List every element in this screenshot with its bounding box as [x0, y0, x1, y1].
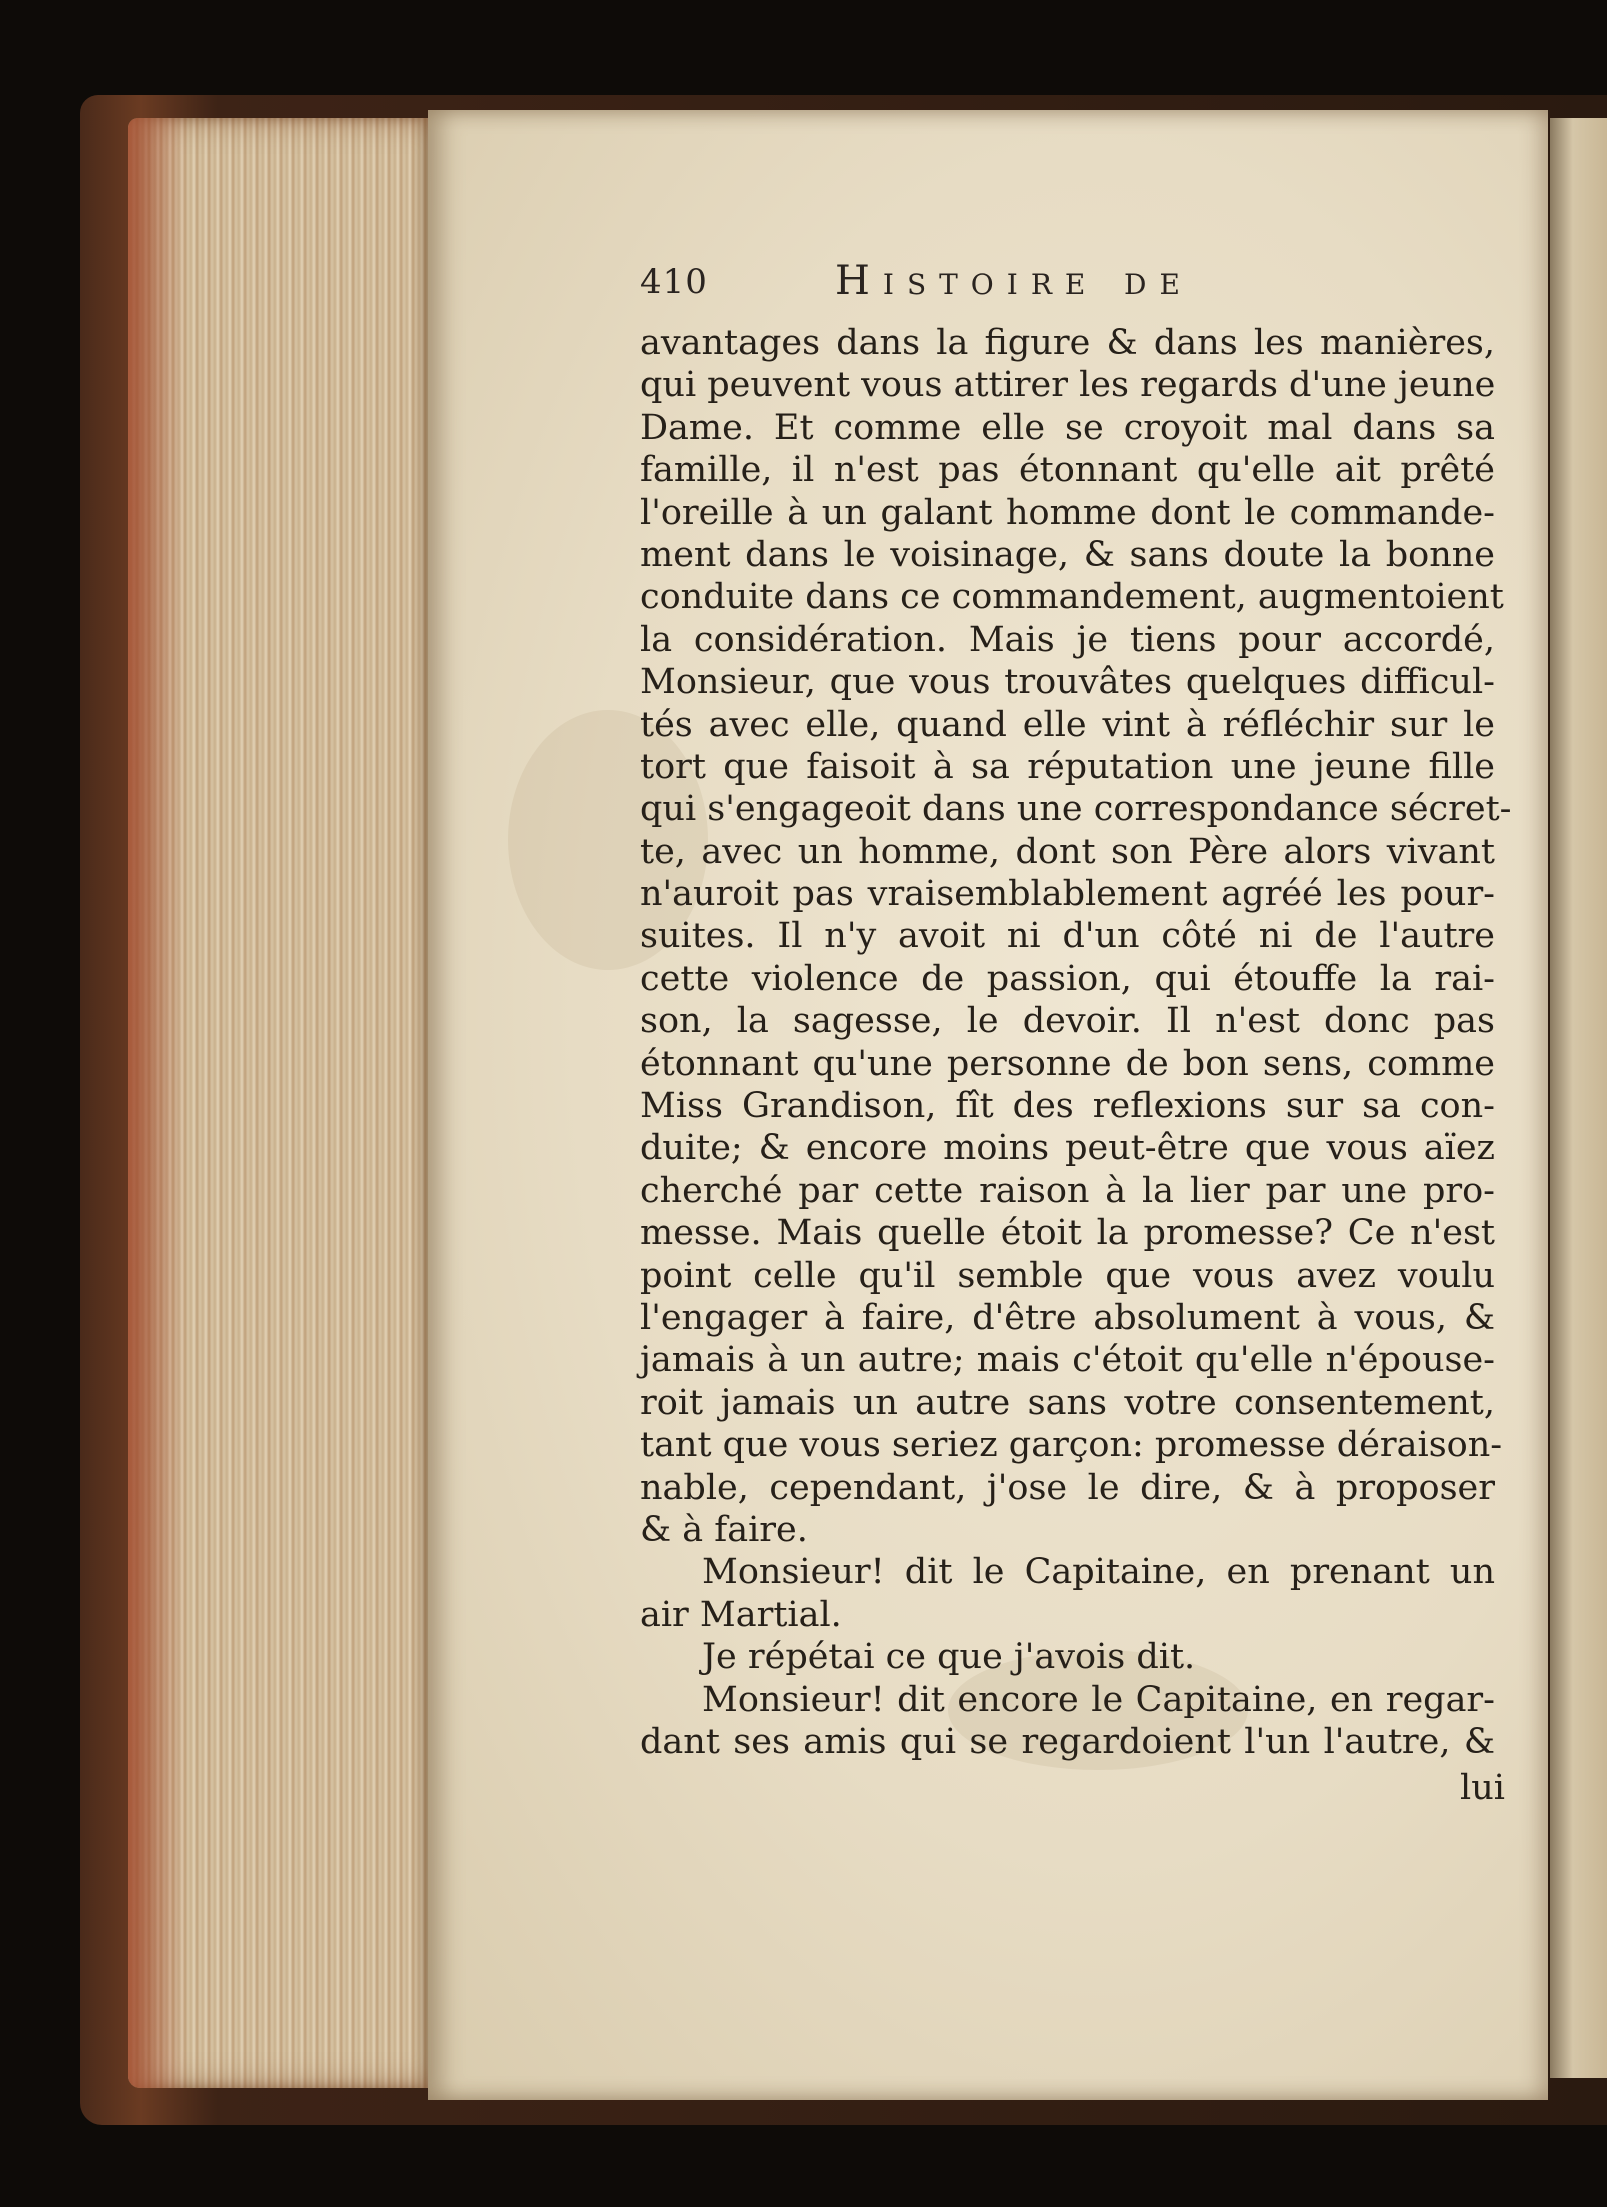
text-line: suites. Il n'y avoit ni d'un côté ni de l'autre: [640, 916, 1495, 957]
text-line: la considération. Mais je tiens pour accordé,: [640, 619, 1495, 660]
text-line: cette violence de passion, qui étouffe la rai-: [640, 958, 1495, 999]
text-line: avantages dans la figure & dans les manières,: [640, 323, 1495, 363]
text-line: qui s'engageoit dans une correspondance sécret-: [640, 789, 1512, 830]
text-line: te, avec un homme, dont son Père alors vivant: [640, 831, 1495, 872]
body-text: [640, 322, 1512, 1763]
text-line: famille, il n'est pas étonnant qu'elle ait prêté: [640, 450, 1495, 491]
catchword: lui: [1460, 1768, 1505, 1808]
text-line: dant ses amis qui se regardoient l'un l'autre, &: [640, 1721, 1495, 1762]
text-line: duite; & encore moins peut-être que vous aïez: [640, 1128, 1495, 1169]
text-line: l'engager à faire, d'être absolument à vous, &: [640, 1297, 1495, 1338]
facing-page-edge: [1550, 118, 1607, 2078]
page-edges: [128, 118, 428, 2088]
text-line: étonnant qu'une personne de bon sens, comme: [640, 1043, 1495, 1084]
text-line: Monsieur, que vous trouvâtes quelques difficul-: [640, 662, 1495, 703]
text-line: nable, cependant, j'ose le dire, & à proposer: [640, 1467, 1495, 1508]
text-line: roit jamais un autre sans votre consentement,: [640, 1382, 1495, 1423]
running-title: Histoire de: [835, 258, 1193, 304]
text-line: l'oreille à un galant homme dont le commande-: [640, 492, 1495, 533]
text-line: Miss Grandison, fît des reflexions sur sa con-: [640, 1086, 1495, 1127]
text-line: n'auroit pas vraisemblablement agréé les pour-: [640, 874, 1495, 915]
text-line: tort que faisoit à sa réputation une jeune fille: [640, 746, 1495, 787]
text-line: ment dans le voisinage, & sans doute la bonne: [640, 534, 1495, 575]
text-line: son, la sagesse, le devoir. Il n'est donc pas: [640, 1001, 1495, 1042]
text-line: tant que vous seriez garçon: promesse déraison-: [640, 1425, 1503, 1466]
text-line: qui peuvent vous attirer les regards d'une jeune: [640, 365, 1496, 406]
text-line: Monsieur! dit le Capitaine, en prenant un: [702, 1552, 1495, 1593]
text-line: cherché par cette raison à la lier par une pro-: [640, 1170, 1495, 1211]
text-line: air Martial.: [640, 1594, 842, 1635]
page-header: [640, 258, 1540, 312]
text-line: Monsieur! dit encore le Capitaine, en regar-: [702, 1679, 1495, 1720]
text-line: point celle qu'il semble que vous avez voulu: [640, 1255, 1495, 1296]
page-number: 410: [640, 262, 708, 302]
text-line: conduite dans ce commandement, augmentoient: [640, 577, 1504, 618]
text-line: Dame. Et comme elle se croyoit mal dans sa: [640, 407, 1495, 448]
text-line: jamais à un autre; mais c'étoit qu'elle n'épouse-: [640, 1340, 1495, 1381]
text-line: & à faire.: [640, 1509, 808, 1550]
text-line: messe. Mais quelle étoit la promesse? Ce n'est: [640, 1213, 1495, 1254]
text-line: Je répétai ce que j'avois dit.: [702, 1637, 1196, 1678]
text-line: tés avec elle, quand elle vint à réfléchir sur le: [640, 704, 1495, 745]
